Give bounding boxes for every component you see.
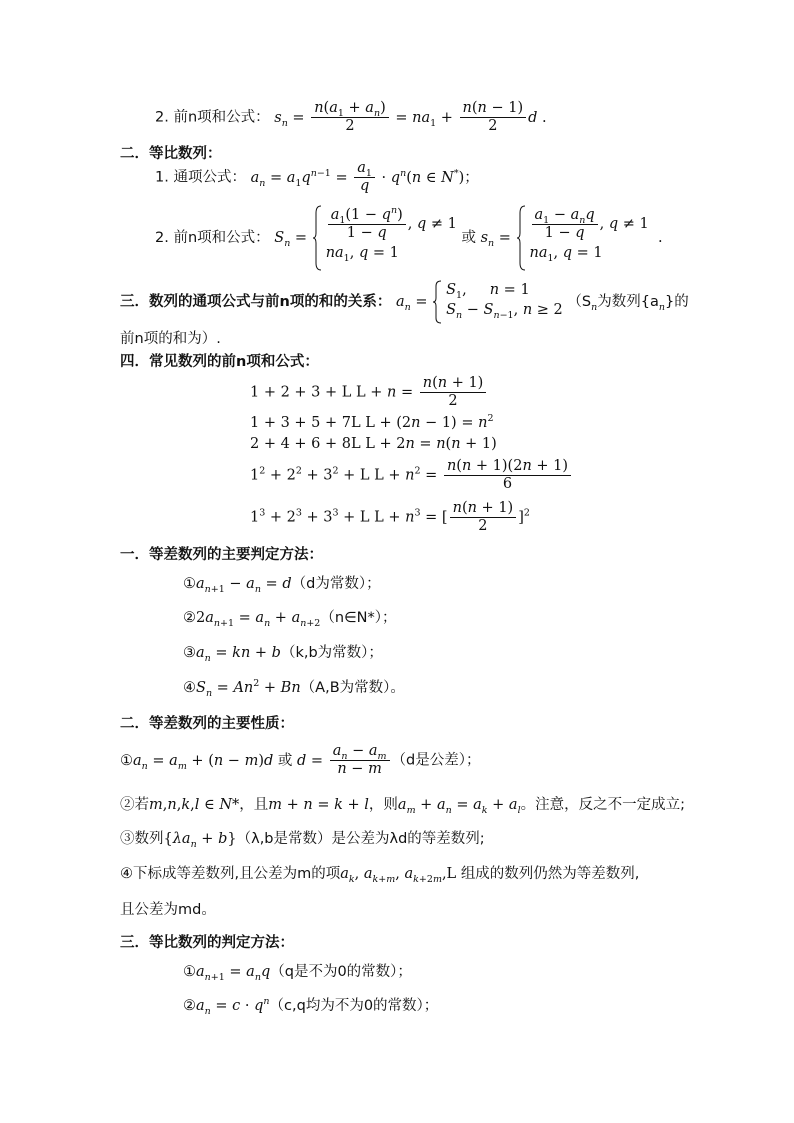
- p1-title: 一．等差数列的主要判定方法：: [120, 547, 323, 563]
- p2-item-4-cont: 且公差为md。: [120, 902, 216, 918]
- geo-sum-formula-alt: $s_n$ = $\frac{a_1 - a_nq}{1 - q}$ , q ≠ 1 $na_1$, q = 1 .: [481, 230, 663, 246]
- arith-sum-label: 2. 前n项和公式：: [155, 109, 270, 126]
- sum-formula-5: $1^3 + 2^3 + 3^3 + L$ $L + n^3$ = [ $\frac{n(n + 1)}{2}$ ]$^2$: [250, 500, 530, 534]
- sec3-note-tail: 为数列{a: [597, 294, 659, 310]
- p1-item-3-tail: （k,b为常数）；: [280, 645, 383, 661]
- p2-item-2: ②若m,n,k,l ∈ N*，且m + n = k + l，则$a_m + a_n = a_k + a_l$。注意，反之不一定成立;: [120, 797, 685, 816]
- p3-title: 三．等比数列的判定方法：: [120, 935, 294, 951]
- sec3-line: 三．数列的通项公式与前n项的和的关系： $a_n$ = $S_1$, n = 1 $S_n - S_{n-1}$, n ≥ 2 （$S_n$为数列$\{a_n\}$的: [120, 280, 689, 324]
- arith-sum-line: [155, 100, 547, 135]
- p2-item-2-tail: 。注意，反之不一定成立;: [520, 797, 685, 813]
- geo-general-line: [155, 160, 479, 195]
- sum-formula-1: 1 + 2 + 3 + L L + n = $\frac{n(n + 1)}{2}$: [250, 375, 488, 410]
- p2-item-4-a: ④下标成等差数列,且公差为m的项: [120, 866, 341, 882]
- p2-item-3-tail: （λ,b是常数）是公差为λd的等差数列;: [236, 831, 485, 847]
- sec3-formula: $a_n$ = $S_1$, n = 1 $S_n - S_{n-1}$, n ≥ 2: [396, 294, 567, 310]
- sum-formula-2: 1 + 3 + 5 + 7L $L + (2n - 1) = n^2$: [250, 413, 494, 431]
- p3-item-1-tail: （q是不为0的常数）；: [270, 964, 412, 980]
- sec2-title: 二．等比数列：: [120, 146, 222, 162]
- geo-sum-label: 2. 前n项和公式：: [155, 230, 270, 246]
- sec3-cont: 前n项的和为）.: [120, 331, 221, 347]
- arith-sum-formula: $s_n$ = $\frac{n(a_1 + a_n)}{2}$ = $na_1$ + $\frac{n(n - 1)}{2}$ d .: [274, 100, 547, 134]
- sec4-title: 四．常见数列的前n项和公式：: [120, 354, 319, 370]
- geo-general-label: 1. 通项公式：: [155, 169, 246, 186]
- p3-item-1: $①a_{n+1} = a_nq(q$是不为0的常数）；: [183, 964, 412, 983]
- p2-title: 二．等差数列的主要性质：: [120, 716, 294, 732]
- p3-item-2: $②a_n = c \cdot q^n(c,q$均为不为0的常数）；: [183, 996, 439, 1017]
- or-word: 或: [461, 230, 476, 246]
- p2-item-3: ③数列$\{\lambda a_n + b\}(\lambda,b$是常数）是公差为λd的等差数列;: [120, 831, 485, 850]
- p1-item-2: $②2a_{n+1} = a_n$ + $a_{n+2}(n\in N*)$；: [183, 610, 397, 629]
- sec3-note-end: }的: [664, 294, 689, 310]
- p3-item-2-tail: （c,q均为不为0的常数）；: [269, 998, 439, 1014]
- sec3-title: 三．数列的通项公式与前n项的和的关系：: [120, 294, 392, 310]
- p1-item-3: $③a_n$ = kn + b（k,b为常数）；: [183, 645, 383, 664]
- p2-item-4-b: 组成的数列仍然为等差数列,: [460, 866, 640, 882]
- sec3-note: （S: [567, 294, 592, 310]
- sum-formula-3: 2 + 4 + 6 + 8L L + 2n = n(n + 1): [250, 436, 497, 452]
- p1-item-1-tail: （d为常数）；: [291, 576, 381, 592]
- p2-item-4: ④下标成等差数列,且公差为m的项$a_k$, $a_{k+m}$, $a_{k+2m},L$ 组成的数列仍然为等差数列,: [120, 866, 640, 885]
- p1-item-2-tail: （n∈N*）；: [320, 610, 397, 626]
- p2-item-1-tail: （d是公差）；: [391, 752, 481, 769]
- p1-item-4: $④S_n = An^2 + Bn(A,B$为常数）。: [183, 678, 405, 699]
- geo-sum-formula: $S_n$ = $\frac{a_1(1 - q^n)}{1 - q}$ , q ≠ 1 $na_1$, q = 1: [274, 230, 461, 246]
- geo-sum-line: [155, 205, 663, 271]
- sum-formula-4: $1^2 + 2^2 + 3^2 + L$ $L + n^2$ = $\frac{n(n + 1)(2n + 1)}{6}$: [250, 458, 573, 493]
- p1-item-1: $①a_{n+1} - a_n = d(d$为常数）；: [183, 576, 381, 595]
- p2-item-1: $①a_n = a_m + (n - m)d$ 或 d = $\frac{a_n - a_m}{n - m}$ （d是公差）；: [120, 743, 481, 777]
- geo-general-formula: $a_n = a_1q^{n-1}$ = $\frac{a_1}{q}$ · $q^n(n$ ∈ N*)；: [250, 160, 479, 194]
- p1-item-4-tail: （A,B为常数）。: [300, 680, 405, 696]
